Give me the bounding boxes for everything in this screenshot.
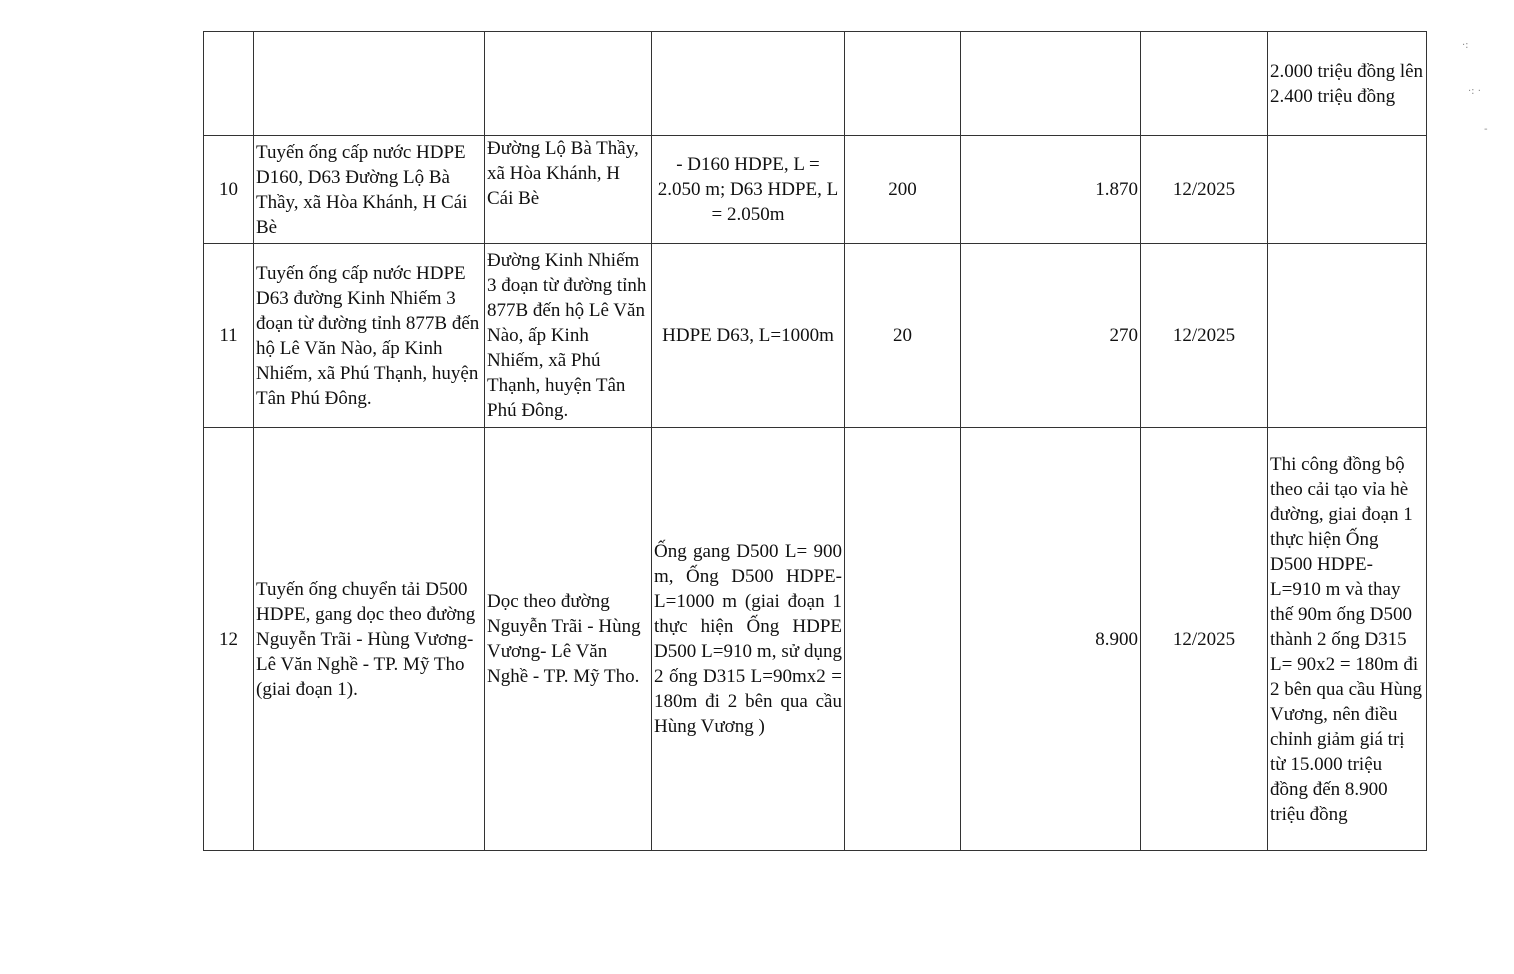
project-name: Tuyến ống cấp nước HDPE D160, D63 Đường Lộ Bà Thầy, xã Hòa Khánh, H Cái Bè: [254, 136, 485, 244]
row-number: 12: [204, 428, 254, 851]
row-number: 10: [204, 136, 254, 244]
project-capacity: 20: [845, 244, 961, 428]
project-time: 12/2025: [1141, 136, 1268, 244]
project-note: 2.000 triệu đồng lên 2.400 triệu đồng: [1268, 32, 1427, 136]
scan-speck: ·:: [1462, 40, 1469, 51]
project-capital: 270: [961, 244, 1141, 428]
project-capital: [961, 32, 1141, 136]
project-scale: - D160 HDPE, L = 2.050 m; D63 HDPE, L = 2.050m: [652, 136, 845, 244]
project-note: [1268, 244, 1427, 428]
project-time: 12/2025: [1141, 428, 1268, 851]
project-capacity: [845, 32, 961, 136]
project-scale: Ống gang D500 L= 900 m, Ống D500 HDPE- L=1000 m (giai đoạn 1 thực hiện Ống HDPE D500 L=910 m, sử dụng 2 ống D315 L=90mx2 = 180m đi 2 bên qua cầu Hùng Vương ): [652, 428, 845, 851]
project-capacity: 200: [845, 136, 961, 244]
project-note: Thi công đồng bộ theo cải tạo vỉa hè đường, giai đoạn 1 thực hiện Ống D500 HDPE- L=910 m và thay thế 90m ống D500 thành 2 ống D315 L= 90x2 = 180m đi 2 bên qua cầu Hùng Vương, nên điều chỉnh giảm giá trị từ 15.000 triệu đồng đến 8.900 triệu đồng: [1268, 428, 1427, 851]
project-name: [254, 32, 485, 136]
scan-speck: ·: ·: [1468, 86, 1481, 97]
project-name: Tuyến ống chuyển tải D500 HDPE, gang dọc theo đường Nguyễn Trãi - Hùng Vương- Lê Văn Nghề - TP. Mỹ Tho (giai đoạn 1).: [254, 428, 485, 851]
scan-speck: -: [1484, 124, 1488, 135]
project-capacity: [845, 428, 961, 851]
project-scale: [652, 32, 845, 136]
project-name: Tuyến ống cấp nước HDPE D63 đường Kinh Nhiếm 3 đoạn từ đường tỉnh 877B đến hộ Lê Văn Nào, ấp Kinh Nhiếm, xã Phú Thạnh, huyện Tân Phú Đông.: [254, 244, 485, 428]
table-row: [204, 428, 1427, 851]
row-number: [204, 32, 254, 136]
table-row: [204, 244, 1427, 428]
row-number: 11: [204, 244, 254, 428]
project-capital: 1.870: [961, 136, 1141, 244]
project-time: [1141, 32, 1268, 136]
table-row: [204, 136, 1427, 244]
project-location: Đường Kinh Nhiếm 3 đoạn từ đường tỉnh 877B đến hộ Lê Văn Nào, ấp Kinh Nhiếm, xã Phú Thạnh, huyện Tân Phú Đông.: [485, 244, 652, 428]
project-location: Đường Lộ Bà Thầy, xã Hòa Khánh, H Cái Bè: [485, 136, 652, 244]
table-row: [204, 32, 1427, 136]
project-capital: 8.900: [961, 428, 1141, 851]
project-scale: HDPE D63, L=1000m: [652, 244, 845, 428]
project-table: [203, 31, 1427, 851]
project-location: Dọc theo đường Nguyễn Trãi - Hùng Vương- Lê Văn Nghề - TP. Mỹ Tho.: [485, 428, 652, 851]
project-note: [1268, 136, 1427, 244]
project-location: [485, 32, 652, 136]
project-time: 12/2025: [1141, 244, 1268, 428]
